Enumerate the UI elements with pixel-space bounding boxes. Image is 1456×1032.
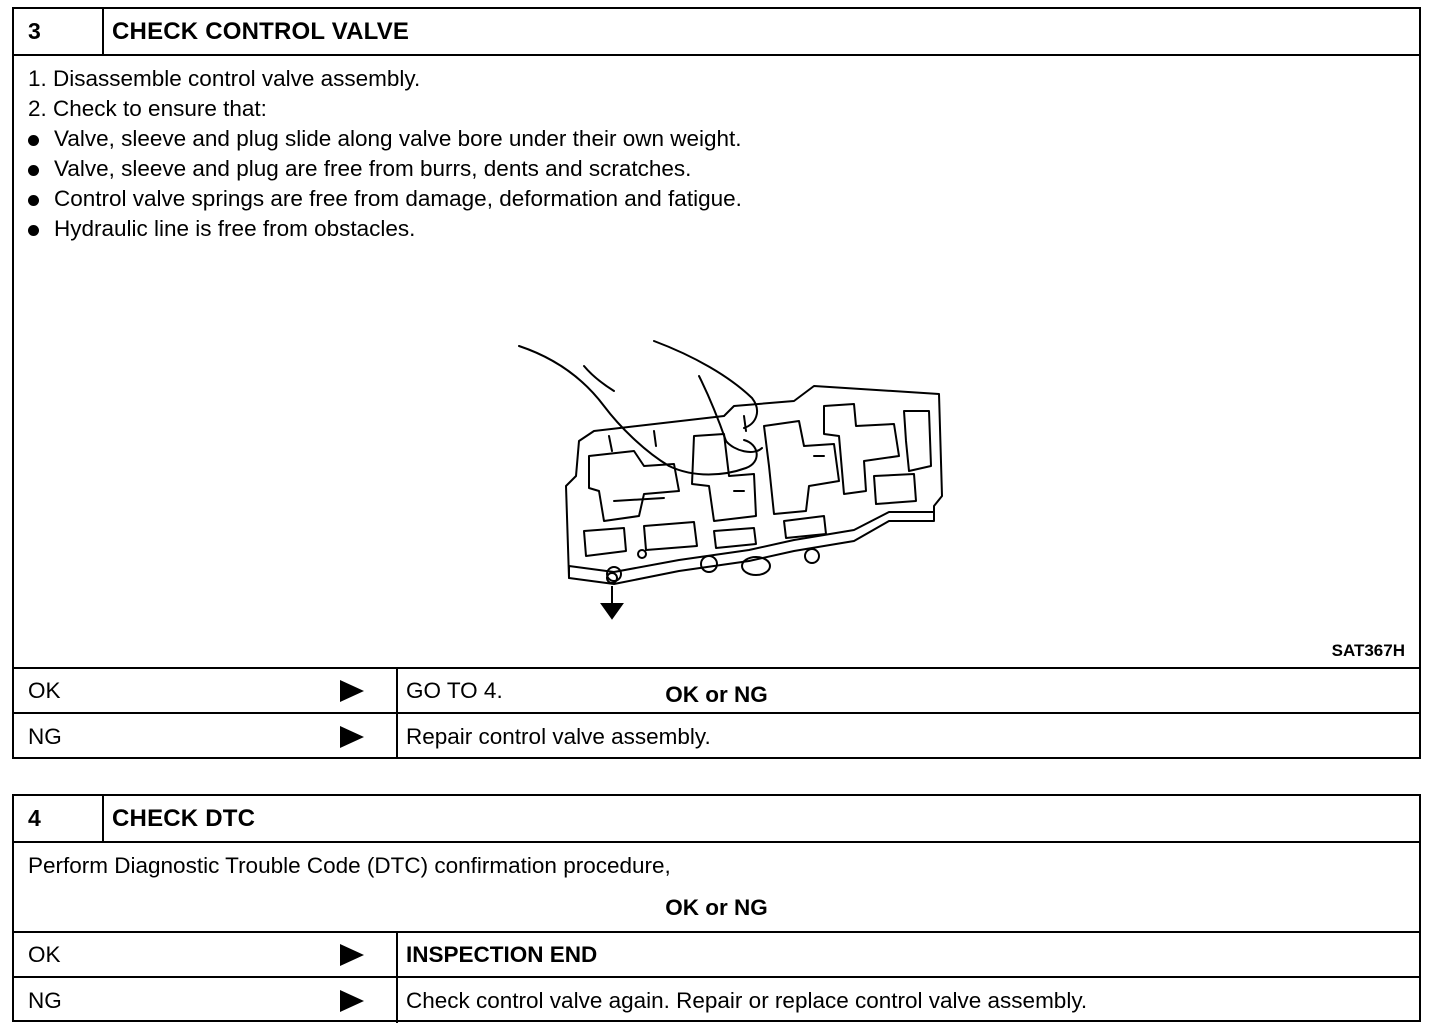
bullet-icon bbox=[28, 184, 54, 214]
bullet-line: Hydraulic line is free from obstacles. bbox=[28, 214, 1405, 244]
result-action: GO TO 4. bbox=[406, 677, 503, 703]
result-action: Repair control valve assembly. bbox=[406, 723, 711, 749]
result-action: Check control valve again. Repair or replace control valve assembly. bbox=[406, 987, 1088, 1013]
result-action: INSPECTION END bbox=[406, 941, 598, 967]
instruction-line: 1. Disassemble control valve assembly. bbox=[28, 66, 421, 91]
result-label: NG bbox=[28, 987, 62, 1013]
result-label: NG bbox=[28, 723, 62, 749]
result-row-ng bbox=[14, 714, 1419, 759]
result-row-ok bbox=[14, 933, 1419, 978]
step-4-body bbox=[14, 843, 1419, 933]
result-label: OK bbox=[28, 941, 61, 967]
step-3-header bbox=[14, 9, 1419, 56]
bullet-line: Valve, sleeve and plug slide along valve bore under their own weight. bbox=[28, 124, 1405, 154]
arrow-right-icon bbox=[340, 990, 364, 1012]
step-4-title: CHECK DTC bbox=[112, 804, 256, 832]
step-4-header bbox=[14, 796, 1419, 843]
arrow-right-icon bbox=[340, 944, 364, 966]
result-label: OK bbox=[28, 677, 61, 703]
result-row-ok bbox=[14, 669, 1419, 714]
instruction-line: Perform Diagnostic Trouble Code (DTC) confirmation procedure, bbox=[28, 853, 671, 878]
control-valve-illustration bbox=[494, 316, 954, 636]
arrow-right-icon bbox=[340, 726, 364, 748]
bullet-icon bbox=[28, 214, 54, 244]
instruction-line: 2. Check to ensure that: bbox=[28, 96, 267, 121]
arrow-right-icon bbox=[340, 680, 364, 702]
bullet-icon bbox=[28, 154, 54, 184]
result-row-ng bbox=[14, 978, 1419, 1023]
bullet-icon bbox=[28, 124, 54, 154]
step-3-table bbox=[12, 7, 1421, 759]
bullet-line: Control valve springs are free from damage, deformation and fatigue. bbox=[28, 184, 1405, 214]
bullet-line: Valve, sleeve and plug are free from burrs, dents and scratches. bbox=[28, 154, 1405, 184]
step-4-number: 4 bbox=[14, 796, 104, 841]
figure-code: SAT367H bbox=[1331, 641, 1405, 660]
ok-or-ng-label: OK or NG bbox=[665, 895, 768, 920]
step-3-title: CHECK CONTROL VALVE bbox=[112, 17, 410, 45]
step-3-number: 3 bbox=[14, 9, 104, 54]
ok-or-ng-label: OK or NG bbox=[665, 682, 768, 707]
step-4-table bbox=[12, 794, 1421, 1022]
